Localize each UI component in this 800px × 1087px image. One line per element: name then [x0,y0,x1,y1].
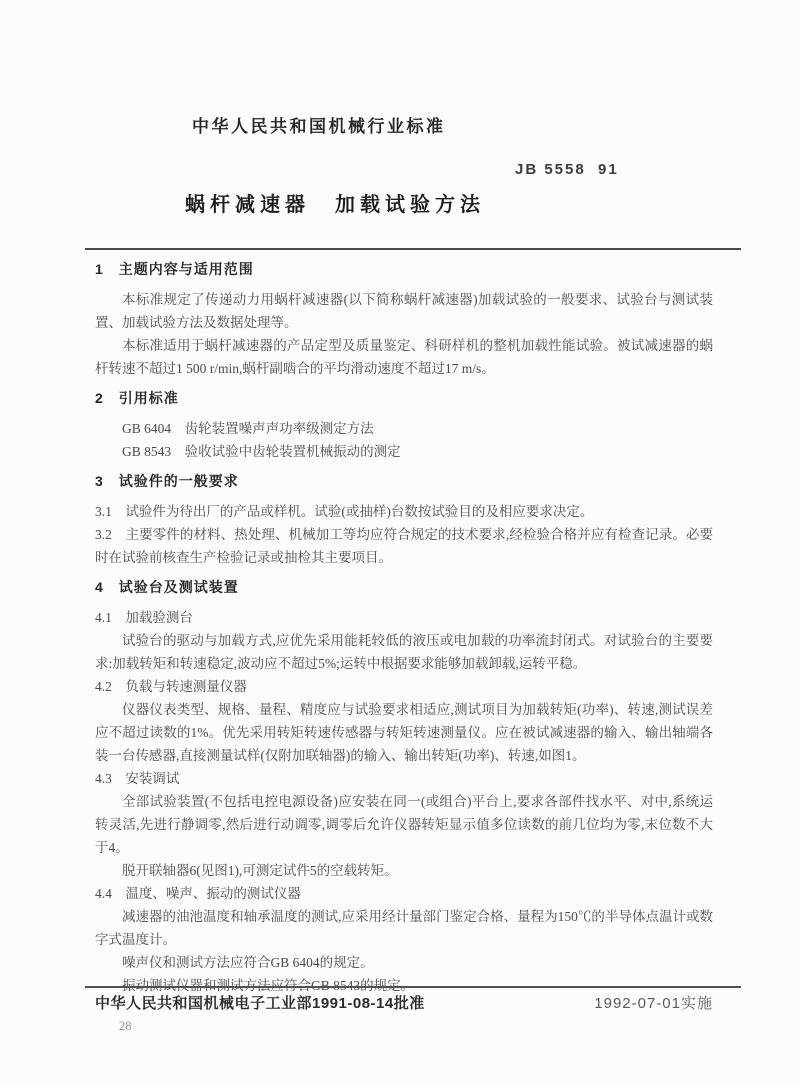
page-number: 28 [119,1019,132,1033]
implementation-note: 1992-07-01实施 [594,995,713,1012]
footer [95,992,713,1013]
clause-4-3-paragraph-2: 脱开联轴器6(见图1),可测定试件5的空载转矩。 [122,863,398,878]
clause-3-1: 3.1 试验件为待出厂的产品或样机。试验(或抽样)台数按试验目的及相应要求决定。 [95,504,594,519]
document-title: 蜗杆减速器 加载试验方法 [185,194,485,216]
standard-code: JB 5558 91 [515,161,619,178]
clause-4-1-paragraph: 试验台的驱动与加载方式,应优先采用能耗较低的液压或电加载的功率流封闭式。对试验台的主要要求:加载转矩和转速稳定,波动应不超过5%;运转中根据要求能够加载卸载,运转平稳。 [95,633,713,671]
section-4-heading: 4 试验台及测试装置 [95,579,239,595]
section-3-heading: 3 试验件的一般要求 [95,473,239,489]
section-2-heading: 2 引用标准 [95,390,179,406]
clause-3-2: 3.2 主要零件的材料、热处理、机械加工等均应符合规定的技术要求,经检验合格并应有检查记录。必要时在试验前核查生产检验记录或抽检其主要项目。 [95,527,713,565]
standard-class-label: 中华人民共和国机械行业标准 [192,117,446,136]
clause-4-4-heading: 4.4 温度、噪声、振动的测试仪器 [95,886,301,901]
page-content [95,0,713,997]
clause-4-3-heading: 4.3 安装调试 [95,771,180,786]
reference-gb8543: GB 8543 验收试验中齿轮装置机械振动的测定 [122,444,401,459]
clause-4-4-paragraph-1: 减速器的油池温度和轴承温度的测试,应采用经计量部门鉴定合格、量程为150℃的半导体点温计或数字式温度计。 [95,909,713,947]
document-body [95,258,713,997]
approval-note: 中华人民共和国机械电子工业部1991-08-14批准 [95,995,425,1012]
clause-4-1-heading: 4.1 加载验测台 [95,610,193,625]
clause-4-2-paragraph: 仪器仪表类型、规格、量程、精度应与试验要求相适应,测试项目为加载转矩(功率)、转速,测试误差应不超过读数的1%。优先采用转矩转速传感器与转矩转速测量仪。应在被试减速器的输入、输出轴端各装一台传感器,直接测量试样(仅附加联轴器)的输入、输出转矩(功率)、转速,如图1。 [95,702,713,763]
section-1-paragraph-1: 本标准规定了传递动力用蜗杆减速器(以下简称蜗杆减速器)加载试验的一般要求、试验台与测试装置、加载试验方法及数据处理等。 [95,292,713,330]
section-1-paragraph-2: 本标准适用于蜗杆减速器的产品定型及质量鉴定、科研样机的整机加载性能试验。被试减速器的蜗杆转速不超过1 500 r/min,蜗杆副啮合的平均滑动速度不超过17 m/s。 [95,338,713,376]
reference-gb6404: GB 6404 齿轮装置噪声声功率级测定方法 [122,421,374,436]
clause-4-4-paragraph-2: 噪声仪和测试方法应符合GB 6404的规定。 [122,955,374,970]
clause-4-3-paragraph-1: 全部试验装置(不包括电控电源设备)应安装在同一(或组合)平台上,要求各部件找水平、对中,系统运转灵活,先进行静调零,然后进行动调零,调零后允许仪器转矩显示值多位读数的前几位均为零,末位数不大于4。 [95,794,713,855]
header-rule [85,248,741,250]
clause-4-2-heading: 4.2 负载与转速测量仪器 [95,679,247,694]
section-1-heading: 1 主题内容与适用范围 [95,261,254,277]
footer-rule [85,986,741,988]
